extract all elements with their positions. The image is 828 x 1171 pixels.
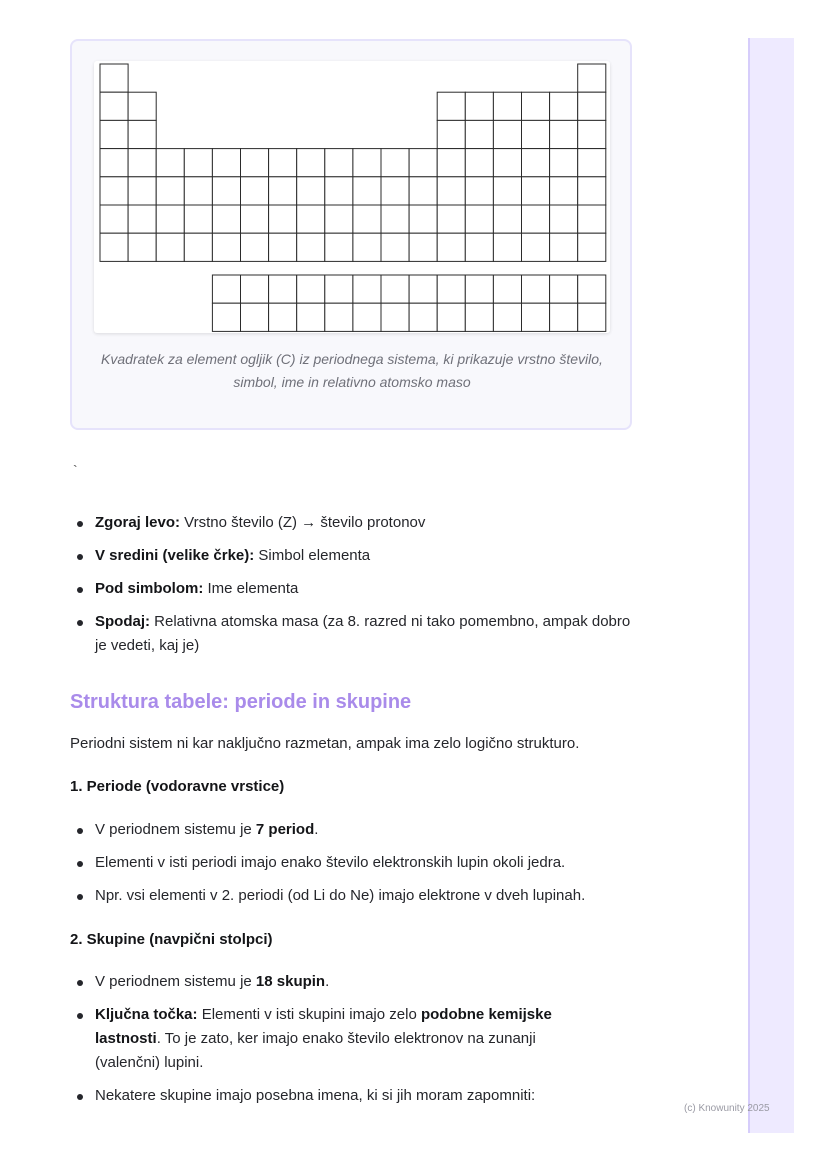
table-cell [550,233,578,261]
f-block-cell [437,303,465,331]
periods-heading: 1. Periode (vodoravne vrstice) [70,778,285,795]
list-item: Zgoraj levo: Vrstno število (Z) → število protonov [0,511,635,535]
page-side-strip [748,38,794,1133]
list-item: Nekatere skupine imajo posebna imena, ki si jih moram zapomniti: [0,1084,695,1108]
table-cell [465,120,493,148]
table-cell [493,177,521,205]
list-item: Elementi v isti periodi imajo enako število elektronskih lupin okoli jedra. [0,851,695,875]
table-cell [128,149,156,177]
copyright-notice: (c) Knowunity 2025 [684,1103,770,1114]
table-cell [465,149,493,177]
table-cell [156,205,184,233]
table-cell [100,205,128,233]
table-cell [522,92,550,120]
table-cell [297,149,325,177]
table-cell [578,205,606,233]
table-cell [353,177,381,205]
list-item: V periodnem sistemu je 7 period. [0,818,635,842]
table-cell [437,149,465,177]
table-cell [212,205,240,233]
f-block-cell [212,275,240,303]
table-cell [297,177,325,205]
table-cell [241,177,269,205]
periods-list [0,818,720,908]
table-cell [297,233,325,261]
table-cell [212,233,240,261]
table-cell [409,149,437,177]
f-block-cell [465,303,493,331]
f-block-cell [522,303,550,331]
list-item: Npr. vsi elementi v 2. periodi (od Li do Ne) imajo elektrone v dveh lupinah. [0,884,695,908]
list-item: Pod simbolom: Ime elementa [0,577,635,601]
table-cell [578,120,606,148]
table-cell [212,177,240,205]
table-cell [550,149,578,177]
table-cell [437,177,465,205]
table-cell [522,149,550,177]
f-block-cell [409,303,437,331]
f-block-cell [241,303,269,331]
f-block-cell [297,303,325,331]
table-cell [381,149,409,177]
table-cell [325,177,353,205]
table-cell [465,205,493,233]
f-block-cell [212,303,240,331]
table-cell [128,233,156,261]
table-cell [522,177,550,205]
f-block-cell [325,303,353,331]
table-cell [100,233,128,261]
table-cell [578,92,606,120]
table-cell [493,120,521,148]
table-cell [353,233,381,261]
table-cell [100,64,128,92]
f-block-cell [493,275,521,303]
table-cell [493,92,521,120]
table-cell [381,233,409,261]
list-item: Ključna točka: Elementi v isti skupini imajo zelo podobne kemijske lastnosti. To je zato, ker imajo enako število elektronov na zunanji (valenčni) lupini. [0,1003,590,1075]
f-block-cell [297,275,325,303]
section-heading: Struktura tabele: periode in skupine [70,691,412,713]
f-block-cell [465,275,493,303]
table-cell [465,177,493,205]
table-cell [465,233,493,261]
stray-mark: ` [73,462,78,478]
f-block-cell [353,303,381,331]
f-block-cell [578,275,606,303]
table-cell [128,92,156,120]
periodic-table-figure [94,61,610,333]
table-cell [184,177,212,205]
table-cell [269,233,297,261]
f-block-cell [578,303,606,331]
table-cell [381,205,409,233]
f-block-cell [269,275,297,303]
table-cell [437,205,465,233]
table-cell [100,92,128,120]
figure-card [70,39,632,430]
table-cell [437,92,465,120]
table-cell [578,233,606,261]
f-block-cell [522,275,550,303]
groups-heading: 2. Skupine (navpični stolpci) [70,931,273,948]
periodic-table-grid [94,61,610,333]
table-cell [325,233,353,261]
table-cell [325,149,353,177]
table-cell [184,149,212,177]
table-cell [241,205,269,233]
table-cell [409,205,437,233]
table-cell [184,205,212,233]
table-cell [522,120,550,148]
table-cell [100,120,128,148]
table-cell [550,177,578,205]
f-block-cell [493,303,521,331]
table-cell [156,177,184,205]
table-cell [522,205,550,233]
table-cell [493,149,521,177]
table-cell [578,149,606,177]
f-block-cell [325,275,353,303]
table-cell [212,149,240,177]
f-block-cell [269,303,297,331]
figure-caption: Kvadratek za element ogljik (C) iz periodnega sistema, ki prikazuje vrstno število, simbol, ime in relativno atomsko maso [101,351,603,390]
table-cell [269,149,297,177]
table-cell [578,64,606,92]
table-cell [409,177,437,205]
table-cell [578,177,606,205]
table-cell [493,233,521,261]
table-cell [437,233,465,261]
table-cell [269,205,297,233]
table-cell [325,205,353,233]
table-cell [297,205,325,233]
f-block-cell [381,303,409,331]
table-cell [100,177,128,205]
table-cell [269,177,297,205]
table-cell [409,233,437,261]
table-cell [437,120,465,148]
table-cell [550,205,578,233]
table-cell [100,149,128,177]
f-block-cell [353,275,381,303]
f-block-cell [381,275,409,303]
section-intro: Periodni sistem ni kar naključno razmetan, ampak ima zelo logično strukturo. [70,735,580,752]
f-block-cell [409,275,437,303]
f-block-cell [437,275,465,303]
table-cell [381,177,409,205]
list-item: V sredini (velike črke): Simbol elementa [0,544,635,568]
table-cell [493,205,521,233]
table-cell [465,92,493,120]
table-cell [241,149,269,177]
table-cell [353,149,381,177]
list-item: V periodnem sistemu je 18 skupin. [0,970,635,994]
f-block-cell [550,275,578,303]
list-item: Spodaj: Relativna atomska masa (za 8. razred ni tako pomembno, ampak dobro je vedeti, kaj je) [0,610,635,658]
table-cell [241,233,269,261]
element-box-legend-list [0,511,720,658]
groups-list [0,970,720,1108]
table-cell [128,120,156,148]
table-cell [156,233,184,261]
f-block-cell [241,275,269,303]
table-cell [550,92,578,120]
table-cell [550,120,578,148]
table-cell [156,149,184,177]
table-cell [353,205,381,233]
table-cell [522,233,550,261]
f-block-cell [550,303,578,331]
table-cell [128,177,156,205]
table-cell [128,205,156,233]
table-cell [184,233,212,261]
